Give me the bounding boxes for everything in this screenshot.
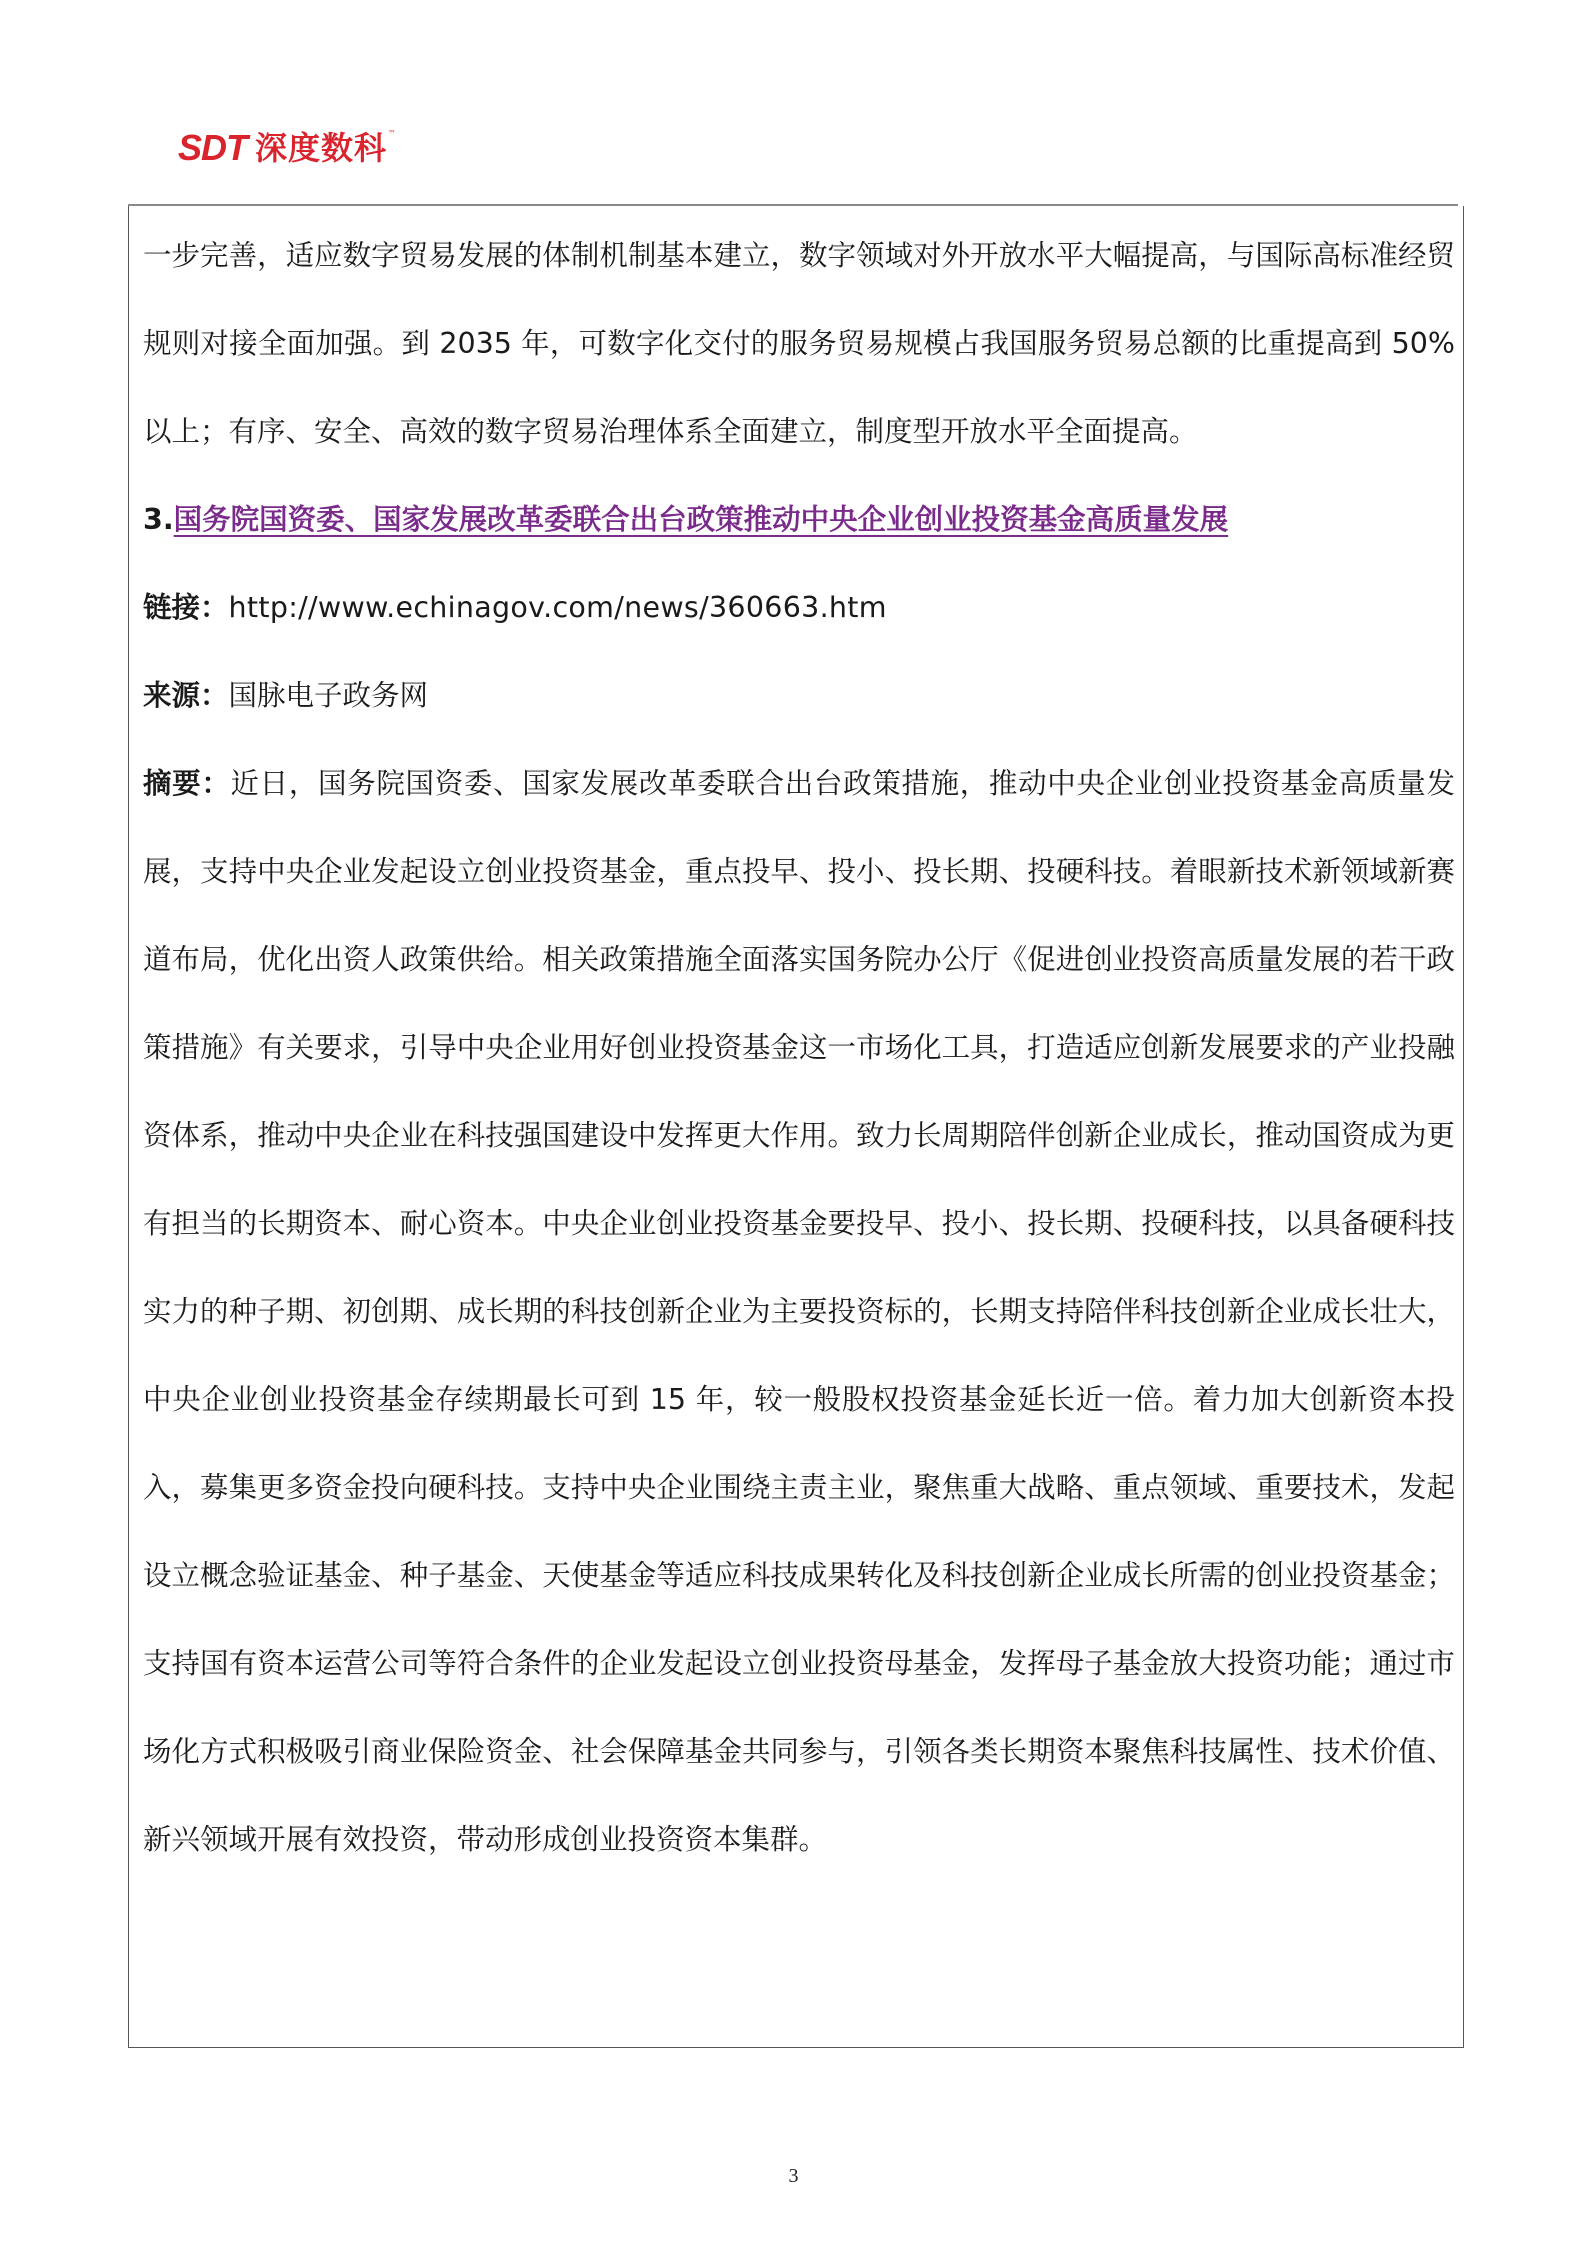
article-number: 3. xyxy=(143,503,174,536)
document-body xyxy=(143,212,1455,1884)
article-source-line xyxy=(143,652,1455,740)
article-title-link[interactable]: 国务院国资委、国家发展改革委联合出台政策推动中央企业创业投资基金高质量发展 xyxy=(173,503,1229,536)
summary-label: 摘要： xyxy=(143,767,231,800)
source-value: 国脉电子政务网 xyxy=(228,679,429,712)
summary-text: 近日，国务院国资委、国家发展改革委联合出台政策措施，推动中央企业创业投资基金高质量发展，支持中央企业发起设立创业投资基金，重点投早、投小、投长期、投硬科技。着眼新技术新领域新赛道布局，优化出资人政策供给。相关政策措施全面落实国务院办公厅《促进创业投资高质量发展的若干政策措施》有关要求，引导中央企业用好创业投资基金这一市场化工具，打造适应创新发展要求的产业投融资体系，推动中央企业在科技强国建设中发挥更大作用。致力长周期陪伴创新企业成长，推动国资成为更有担当的长期资本、耐心资本。中央企业创业投资基金要投早、投小、投长期、投硬科技，以具备硬科技实力的种子期、初创期、成长期的科技创新企业为主要投资标的，长期支持陪伴科技创新企业成长壮大，中央企业创业投资基金存续期最长可到 15 年，较一般股权投资基金延长近一倍。着力加大创新资本投入，募集更多资金投向硬科技。支持中央企业围绕主责主业，聚焦重大战略、重点领域、重要技术，发起设立概念验证基金、种子基金、天使基金等适应科技成果转化及科技创新企业成长所需的创业投资基金；支持国有资本运营公司等符合条件的企业发起设立创业投资母基金，发挥母子基金放大投资功能；通过市场化方式积极吸引商业保险资金、社会保障基金共同参与，引领各类长期资本聚焦科技属性、技术价值、新兴领域开展有效投资，带动形成创业投资资本集群。 xyxy=(143,767,1455,1856)
intro-paragraph: 一步完善，适应数字贸易发展的体制机制基本建立，数字领域对外开放水平大幅提高，与国际高标准经贸规则对接全面加强。到 2035 年，可数字化交付的服务贸易规模占我国服务贸易总额的比重提高到 50%以上；有序、安全、高效的数字贸易治理体系全面建立，制度型开放水平全面提高。 xyxy=(143,239,1455,448)
logo-trademark: ™ xyxy=(388,129,397,138)
article-summary xyxy=(143,740,1455,1884)
page-number: 3 xyxy=(788,2165,799,2187)
article-url[interactable]: http://www.echinagov.com/news/360663.htm xyxy=(228,591,887,624)
source-label: 来源： xyxy=(143,679,229,712)
logo-mark: SDT xyxy=(178,127,247,168)
article-link-line xyxy=(143,564,1455,652)
company-logo xyxy=(178,128,396,168)
link-label: 链接： xyxy=(143,591,229,624)
logo-name: 深度数科 xyxy=(255,129,388,167)
article-heading xyxy=(143,476,1455,564)
